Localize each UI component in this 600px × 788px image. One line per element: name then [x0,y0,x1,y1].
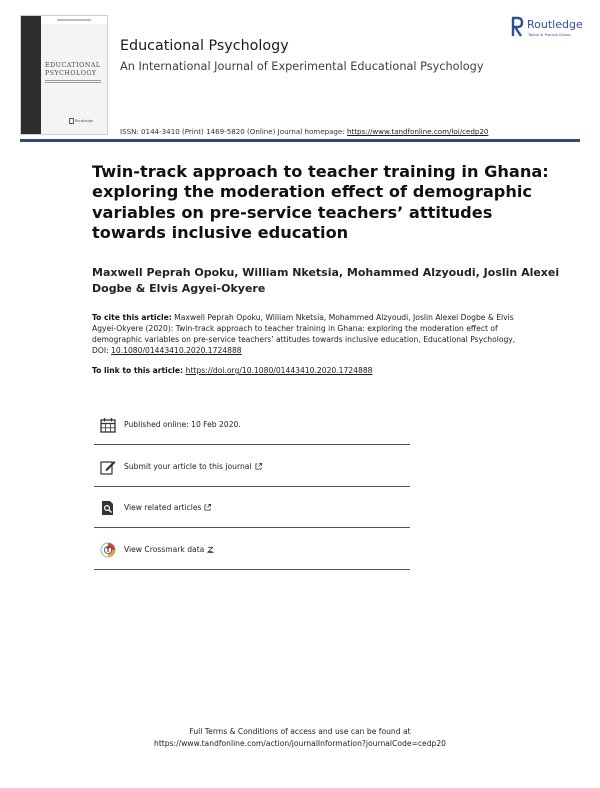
journal-homepage-link[interactable]: https://www.tandfonline.com/loi/cedp20 [346,127,489,136]
related-articles-item[interactable] [94,491,410,528]
citation-label: To cite this article: [92,313,172,322]
issn-line [120,127,488,136]
link-label: To link to this article: [92,366,186,375]
external-link-icon [204,504,211,511]
footer [0,726,600,750]
article-title: Twin-track approach to teacher training in Ghana: exploring the moderation effect of demographic variables on pre-service teachers’ attitudes towards inclusive education [92,162,549,242]
journal-cover-thumbnail [20,15,108,135]
submit-article-item[interactable] [94,450,410,487]
link-to-article [92,366,372,375]
citation-block [92,312,532,356]
cover-title: EDUCATIONAL PSYCHOLOGY [45,62,101,77]
cover-publisher-logo: Routledge [69,118,93,124]
related-articles-link[interactable]: View related articles [124,503,211,512]
routledge-r-icon [511,16,524,38]
crossmark-link[interactable]: View Crossmark data [124,545,214,554]
publisher-name: Routledge [527,18,583,31]
cover-side-band [21,16,41,135]
footer-journal-info-link[interactable]: https://www.tandfonline.com/action/journalInformation?journalCode=cedp20 [154,739,446,748]
cover-top-strip [41,16,107,24]
crossmark-item[interactable] [94,533,410,570]
calendar-icon [100,417,116,433]
cover-logo-icon [69,118,74,124]
external-link-icon [255,463,262,470]
published-online-label: Published online: 10 Feb 2020. [124,420,241,429]
issn-text: ISSN: 0144-3410 (Print) 1469-5820 (Online) Journal homepage: [120,127,347,136]
footer-terms-text: Full Terms & Conditions of access and use can be found at [189,727,411,736]
journal-subtitle: An International Journal of Experimental Educational Psychology [120,60,484,73]
publisher-tagline: Taylor & Francis Group [528,32,571,37]
header-rule [20,139,580,142]
cover-subtitle-lines [45,80,101,84]
edit-icon [100,459,116,475]
crossmark-external-icon [207,546,214,553]
article-url-link[interactable]: https://doi.org/10.1080/01443410.2020.1724888 [185,366,373,375]
submit-article-link[interactable]: Submit your article to this journal [124,462,262,471]
doi-link[interactable]: 10.1080/01443410.2020.1724888 [111,346,242,355]
search-document-icon [100,500,116,516]
article-authors: Maxwell Peprah Opoku, William Nketsia, Mohammed Alzyoudi, Joslin Alexei Dogbe & Elvis Agyei-Okyere [92,266,560,295]
citation-text: Maxwell Peprah Opoku, William Nketsia, Mohammed Alzyoudi, Joslin Alexei Dogbe & Elvis Agyei-Okyere (2020): Twin-track approach to teacher training in Ghana: exploring the moderation effect of demographic variables on pre-service teachers’ attitudes towards inclusive education, Educational Psychology, DOI: [92,313,516,355]
crossmark-icon [100,542,116,558]
published-online-item [94,408,410,445]
journal-title: Educational Psychology [120,38,289,54]
